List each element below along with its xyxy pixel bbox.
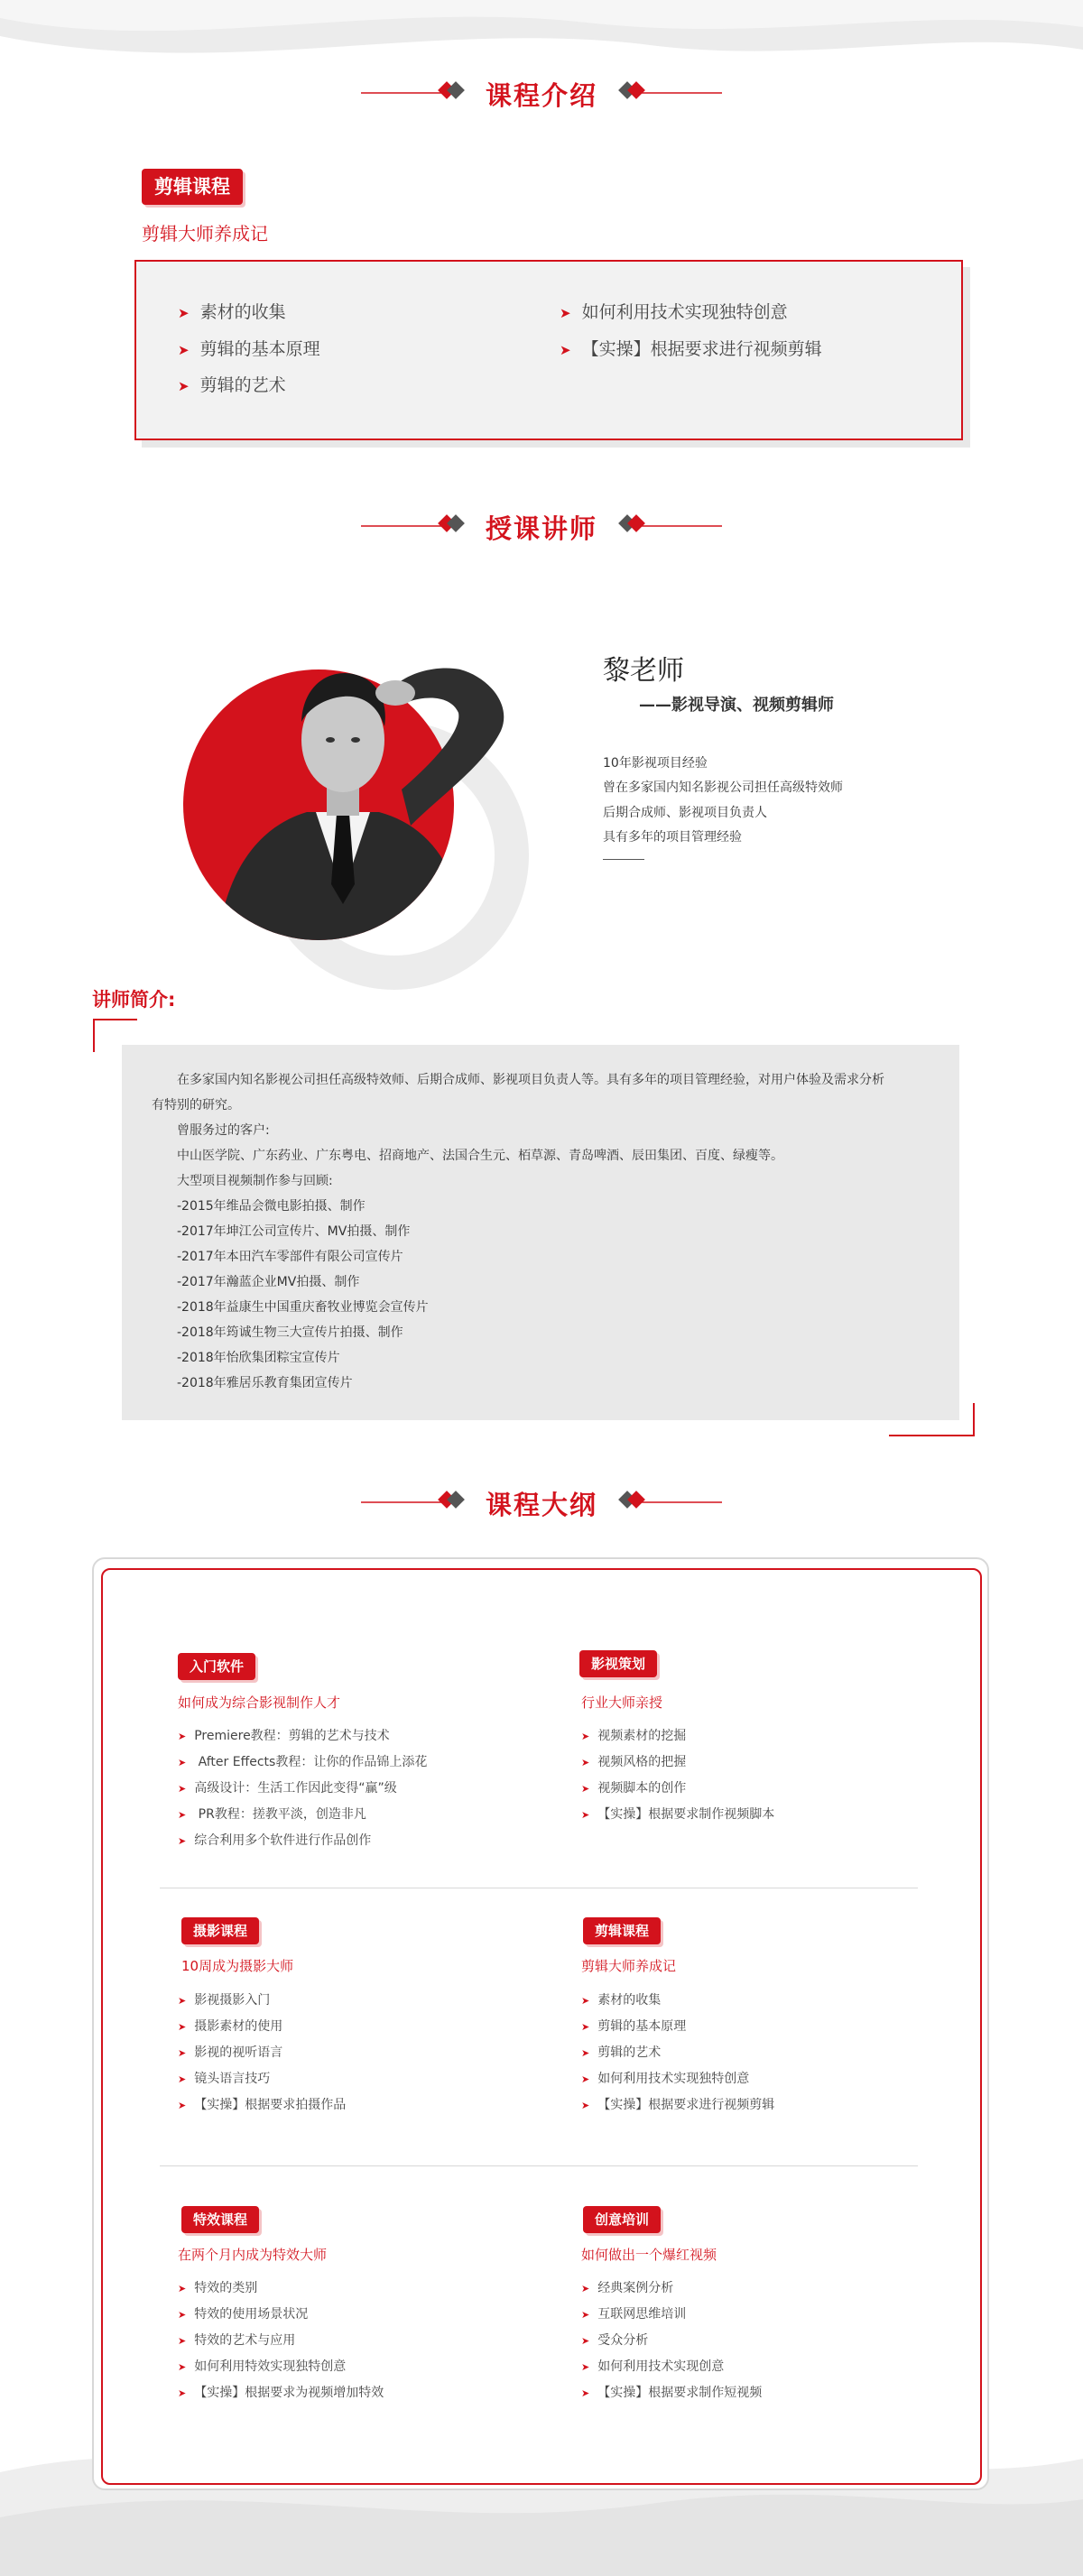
list-item: ➤ Premiere教程：剪辑的艺术与技术 [178,1729,390,1743]
list-item: ➤ 剪辑的艺术 [178,375,286,395]
section-heading-course-intro [0,70,1083,115]
bio-line: -2017年坤江公司宣传片、MV拍摄、制作 [177,1224,411,1239]
module-subtitle: 在两个月内成为特效大师 [178,2247,328,2263]
list-item: ➤ 特效的类别 [178,2281,258,2295]
arrow-right-icon: ➤ [178,2100,187,2111]
list-item: ➤ 【实操】根据要求进行视频剪辑 [560,339,822,359]
list-item: ➤ 视频脚本的创作 [581,1781,687,1796]
arrow-right-icon: ➤ [178,378,190,394]
arrow-right-icon: ➤ [178,1835,187,1847]
list-item: ➤ PR教程：搓教平淡，创造非凡 [178,1807,366,1822]
bio-line: -2017年本田汽车零部件有限公司宣传片 [177,1250,403,1264]
section-title: 授课讲师 [485,513,597,544]
list-item: ➤ 剪辑的基本原理 [581,2019,687,2034]
arrow-right-icon: ➤ [581,1783,590,1795]
teacher-intro-label: 讲师简介: [92,989,176,1011]
list-item: ➤ After Effects教程：让你的作品锦上添花 [178,1755,428,1769]
list-item: ➤ 【实操】根据要求制作视频脚本 [581,1807,775,1822]
list-item: ➤ 镜头语言技巧 [178,2072,271,2086]
list-item: ➤ 特效的艺术与应用 [178,2333,296,2348]
list-item: ➤ 【实操】根据要求进行视频剪辑 [581,2098,775,2112]
arrow-right-icon: ➤ [178,342,190,358]
arrow-right-icon: ➤ [581,1757,590,1768]
bio-line: 曾服务过的客户: [177,1123,270,1138]
module-subtitle: 剪辑大师养成记 [581,1958,677,1974]
bio-line: 大型项目视频制作参与回顾: [177,1174,333,1188]
arrow-right-icon: ➤ [178,2335,187,2347]
module-subtitle: 行业大师亲授 [581,1694,663,1711]
module-tag: 摄影课程 [181,1917,259,1944]
arrow-right-icon: ➤ [581,2309,590,2321]
arrow-right-icon: ➤ [178,1731,187,1742]
arrow-right-icon: ➤ [178,2387,187,2399]
arrow-right-icon: ➤ [581,1995,590,2007]
bio-line: -2015年维品会微电影拍摄、制作 [177,1199,366,1214]
list-item: ➤ 受众分析 [581,2333,649,2348]
arrow-right-icon: ➤ [178,1995,187,2007]
arrow-right-icon: ➤ [178,2047,187,2059]
list-item: ➤ 剪辑的艺术 [581,2045,662,2060]
corner-bracket-bottom-right [887,1401,976,1437]
arrow-right-icon: ➤ [178,2021,187,2033]
arrow-right-icon: ➤ [581,2361,590,2373]
arrow-right-icon: ➤ [178,305,190,321]
bio-line: 中山医学院、广东药业、广东粤电、招商地产、法国合生元、栢草源、青岛啤酒、辰田集团、百度、绿瘦等。 [177,1149,783,1163]
teacher-name: 黎老师 [603,655,684,687]
list-item: ➤ 综合利用多个软件进行作品创作 [178,1833,372,1848]
arrow-right-icon: ➤ [178,1757,187,1768]
arrow-right-icon: ➤ [178,1809,187,1821]
list-item: ➤ 素材的收集 [178,302,286,322]
bio-line: -2018年雅居乐教育集团宣传片 [177,1376,353,1390]
section-heading-syllabus [0,1480,1083,1525]
list-item: ➤ 影视摄影入门 [178,1993,271,2008]
list-item: ➤ 视频风格的把握 [581,1755,687,1769]
teacher-title: ——影视导演、视频剪辑师 [639,696,834,715]
divider [160,2165,918,2166]
list-item: ➤ 视频素材的挖掘 [581,1729,687,1743]
arrow-right-icon: ➤ [560,342,571,358]
list-item: ➤ 摄影素材的使用 [178,2019,283,2034]
arrow-right-icon: ➤ [581,2100,590,2111]
course-tag: 剪辑课程 [142,169,243,205]
section-heading-teacher [0,503,1083,549]
bio-line: -2018年筠诚生物三大宣传片拍摄、制作 [177,1325,403,1340]
teacher-highlight: 10年影视项目经验 [603,756,708,771]
list-item: ➤ 高级设计：生活工作因此变得“赢”级 [178,1781,397,1796]
arrow-right-icon: ➤ [581,1731,590,1742]
arrow-right-icon: ➤ [178,2073,187,2085]
arrow-right-icon: ➤ [581,2283,590,2294]
arrow-right-icon: ➤ [178,2309,187,2321]
list-item: ➤ 素材的收集 [581,1993,662,2008]
module-subtitle: 如何成为综合影视制作人才 [178,1694,341,1711]
list-item: ➤ 影视的视听语言 [178,2045,283,2060]
arrow-right-icon: ➤ [581,1809,590,1821]
list-item: ➤ 互联网思维培训 [581,2307,687,2322]
list-item: ➤ 如何利用特效实现独特创意 [178,2359,347,2374]
arrow-right-icon: ➤ [581,2073,590,2085]
arrow-right-icon: ➤ [178,1783,187,1795]
bio-line: -2018年益康生中国重庆畜牧业博览会宣传片 [177,1300,429,1315]
list-item: ➤ 如何利用技术实现独特创意 [560,302,788,322]
bio-line: 在多家国内知名影视公司担任高级特效师、后期合成师、影视项目负责人等。具有多年的项目管理经验，对用户体验及需求分析 [177,1073,884,1087]
module-subtitle: 10周成为摄影大师 [181,1958,294,1974]
module-tag: 剪辑课程 [583,1917,661,1944]
list-item: ➤ 剪辑的基本原理 [178,339,320,359]
list-item: ➤ 如何利用技术实现独特创意 [581,2072,750,2086]
teacher-highlight: 后期合成师、影视项目负责人 [603,806,767,820]
teacher-portrait [171,568,551,1020]
top-wave-decoration [0,0,1083,81]
arrow-right-icon: ➤ [581,2335,590,2347]
course-subtitle: 剪辑大师养成记 [142,223,268,245]
arrow-right-icon: ➤ [560,305,571,321]
list-item: ➤ 经典案例分析 [581,2281,674,2295]
arrow-right-icon: ➤ [581,2047,590,2059]
module-subtitle: 如何做出一个爆红视频 [581,2247,717,2263]
teacher-highlight: 曾在多家国内知名影视公司担任高级特效师 [603,780,843,795]
section-title: 课程介绍 [485,80,597,111]
list-item: ➤ 【实操】根据要求制作短视频 [581,2386,763,2400]
list-item: ➤ 【实操】根据要求拍摄作品 [178,2098,347,2112]
divider [603,859,644,860]
module-tag: 影视策划 [579,1650,657,1677]
bio-line: -2017年瀚蓝企业MV拍摄、制作 [177,1275,360,1289]
teacher-highlight: 具有多年的项目管理经验 [603,830,742,845]
bio-line: -2018年怡欣集团粽宝宣传片 [177,1351,340,1365]
arrow-right-icon: ➤ [178,2361,187,2373]
list-item: ➤ 如何利用技术实现创意 [581,2359,725,2374]
arrow-right-icon: ➤ [581,2021,590,2033]
module-tag: 入门软件 [178,1653,255,1680]
arrow-right-icon: ➤ [581,2387,590,2399]
module-tag: 特效课程 [181,2206,259,2233]
bio-line: 有特别的研究。 [152,1098,240,1113]
module-tag: 创意培训 [583,2206,661,2233]
list-item: ➤ 【实操】根据要求为视频增加特效 [178,2386,384,2400]
arrow-right-icon: ➤ [178,2283,187,2294]
list-item: ➤ 特效的使用场景状况 [178,2307,309,2322]
section-title: 课程大纲 [485,1490,597,1520]
